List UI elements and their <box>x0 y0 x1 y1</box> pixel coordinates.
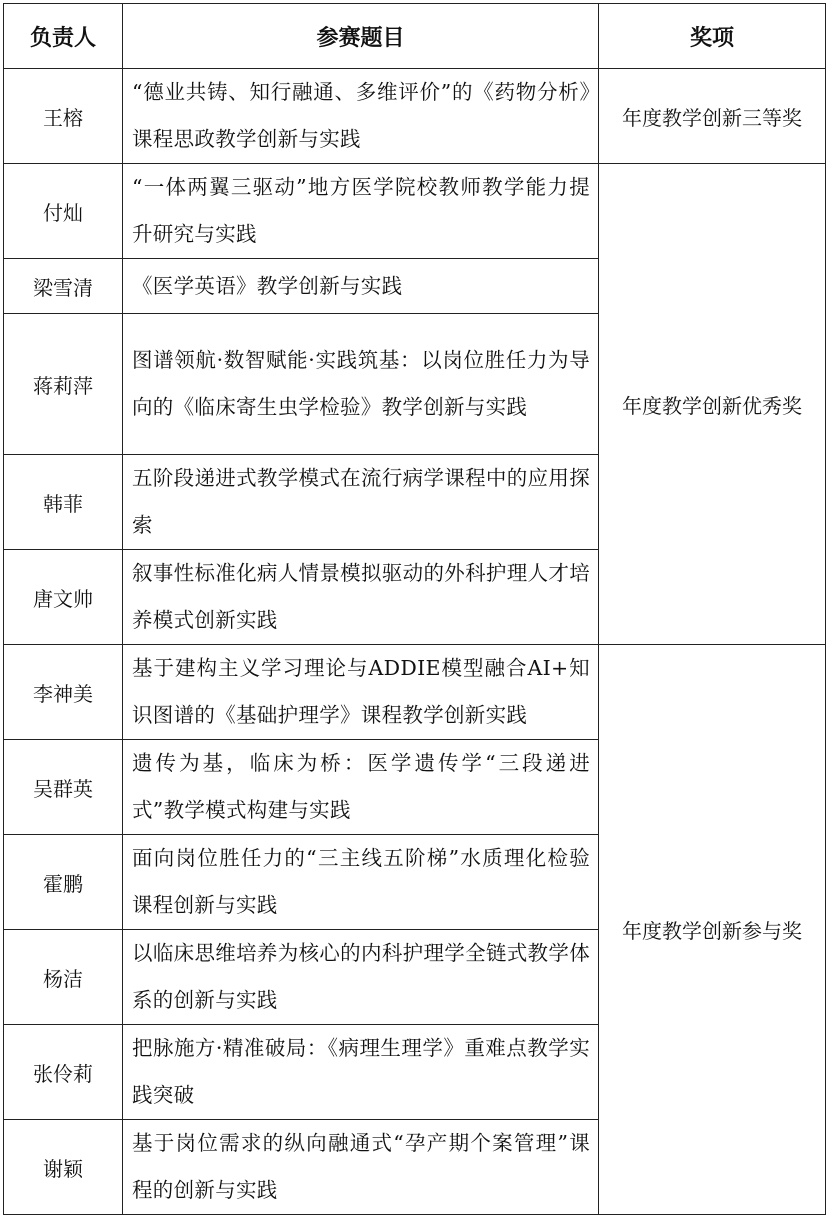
awards-table <box>3 3 826 1215</box>
header-person: 负责人 <box>4 4 123 69</box>
table-row <box>4 645 826 740</box>
topic-cell: 五阶段递进式教学模式在流行病学课程中的应用探索 <box>123 455 599 550</box>
award-cell: 年度教学创新参与奖 <box>599 645 826 1215</box>
topic-cell: 以临床思维培养为核心的内科护理学全链式教学体系的创新与实践 <box>123 930 599 1025</box>
person-cell: 韩菲 <box>4 455 123 550</box>
topic-cell: “一体两翼三驱动”地方医学院校教师教学能力提升研究与实践 <box>123 164 599 259</box>
person-cell: 吴群英 <box>4 740 123 835</box>
header-topic: 参赛题目 <box>123 4 599 69</box>
table-row <box>4 164 826 259</box>
person-cell: 谢颖 <box>4 1120 123 1215</box>
person-cell: 张伶莉 <box>4 1025 123 1120</box>
header-award: 奖项 <box>599 4 826 69</box>
topic-cell: 遗传为基，临床为桥：医学遗传学“三段递进式”教学模式构建与实践 <box>123 740 599 835</box>
topic-cell: 基于建构主义学习理论与ADDIE模型融合AI+知识图谱的《基础护理学》课程教学创新实践 <box>123 645 599 740</box>
table-row <box>4 69 826 164</box>
person-cell: 付灿 <box>4 164 123 259</box>
topic-cell: 基于岗位需求的纵向融通式“孕产期个案管理”课程的创新与实践 <box>123 1120 599 1215</box>
topic-cell: 图谱领航·数智赋能·实践筑基：以岗位胜任力为导向的《临床寄生虫学检验》教学创新与实践 <box>123 314 599 455</box>
award-cell: 年度教学创新优秀奖 <box>599 164 826 645</box>
person-cell: 蒋莉萍 <box>4 314 123 455</box>
topic-cell: 面向岗位胜任力的“三主线五阶梯”水质理化检验课程创新与实践 <box>123 835 599 930</box>
topic-cell: 把脉施方·精准破局：《病理生理学》重难点教学实践突破 <box>123 1025 599 1120</box>
header-row <box>4 4 826 69</box>
topic-cell: 叙事性标准化病人情景模拟驱动的外科护理人才培养模式创新实践 <box>123 550 599 645</box>
person-cell: 唐文帅 <box>4 550 123 645</box>
award-cell: 年度教学创新三等奖 <box>599 69 826 164</box>
person-cell: 王榕 <box>4 69 123 164</box>
person-cell: 梁雪清 <box>4 259 123 314</box>
person-cell: 霍鹏 <box>4 835 123 930</box>
topic-cell: “德业共铸、知行融通、多维评价”的《药物分析》课程思政教学创新与实践 <box>123 69 599 164</box>
person-cell: 李神美 <box>4 645 123 740</box>
topic-cell: 《医学英语》教学创新与实践 <box>123 259 599 314</box>
person-cell: 杨洁 <box>4 930 123 1025</box>
